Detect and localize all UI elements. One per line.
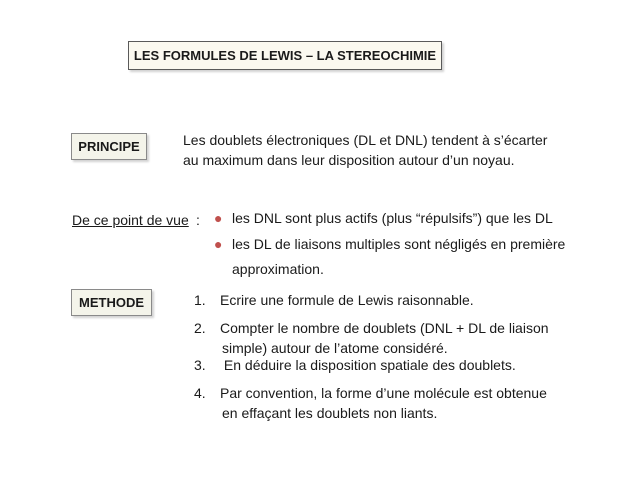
bullet-2-line-1: les DL de liaisons multiples sont négligés en première — [232, 236, 566, 252]
step-number: 2. — [194, 320, 206, 336]
principe-line-2: au maximum dans leur disposition autour d’un noyau. — [183, 152, 515, 168]
step-2-line-2: simple) autour de l’atome considéré. — [222, 340, 448, 356]
principe-text — [183, 130, 547, 170]
step-1-line-1: Ecrire une formule de Lewis raisonnable. — [220, 292, 474, 308]
page-title — [128, 41, 442, 70]
step-3-line-1: En déduire la disposition spatiale des doublets. — [220, 357, 516, 373]
step-4-line-2: en effaçant les doublets non liants. — [222, 405, 438, 421]
methode-label-box — [71, 289, 152, 316]
step-2-line-1: Compter le nombre de doublets (DNL + DL de liaison — [220, 320, 549, 336]
step-4-line-1: Par convention, la forme d’une molécule est obtenue — [220, 385, 547, 401]
step-number: 3. — [194, 357, 206, 373]
principe-label-box — [71, 133, 147, 160]
principe-line-1: Les doublets électroniques (DL et DNL) tendent à s’écarter — [183, 132, 548, 148]
step-number: 1. — [194, 292, 206, 308]
bullet-dot-icon: ● — [214, 236, 223, 252]
step-number: 4. — [194, 385, 206, 401]
point-de-vue-label: De ce point de vue — [72, 212, 189, 228]
bullet-dot-icon: ● — [214, 210, 223, 226]
bullet-1-line-1: les DNL sont plus actifs (plus “répulsifs”) que les DL — [232, 210, 553, 226]
bullet-2-line-2: approximation. — [232, 261, 324, 277]
methode-label: METHODE — [79, 295, 144, 310]
principe-label: PRINCIPE — [78, 139, 140, 154]
page-title-text: LES FORMULES DE LEWIS – LA STEREOCHIMIE — [133, 48, 437, 63]
point-de-vue-colon: : — [196, 212, 200, 228]
